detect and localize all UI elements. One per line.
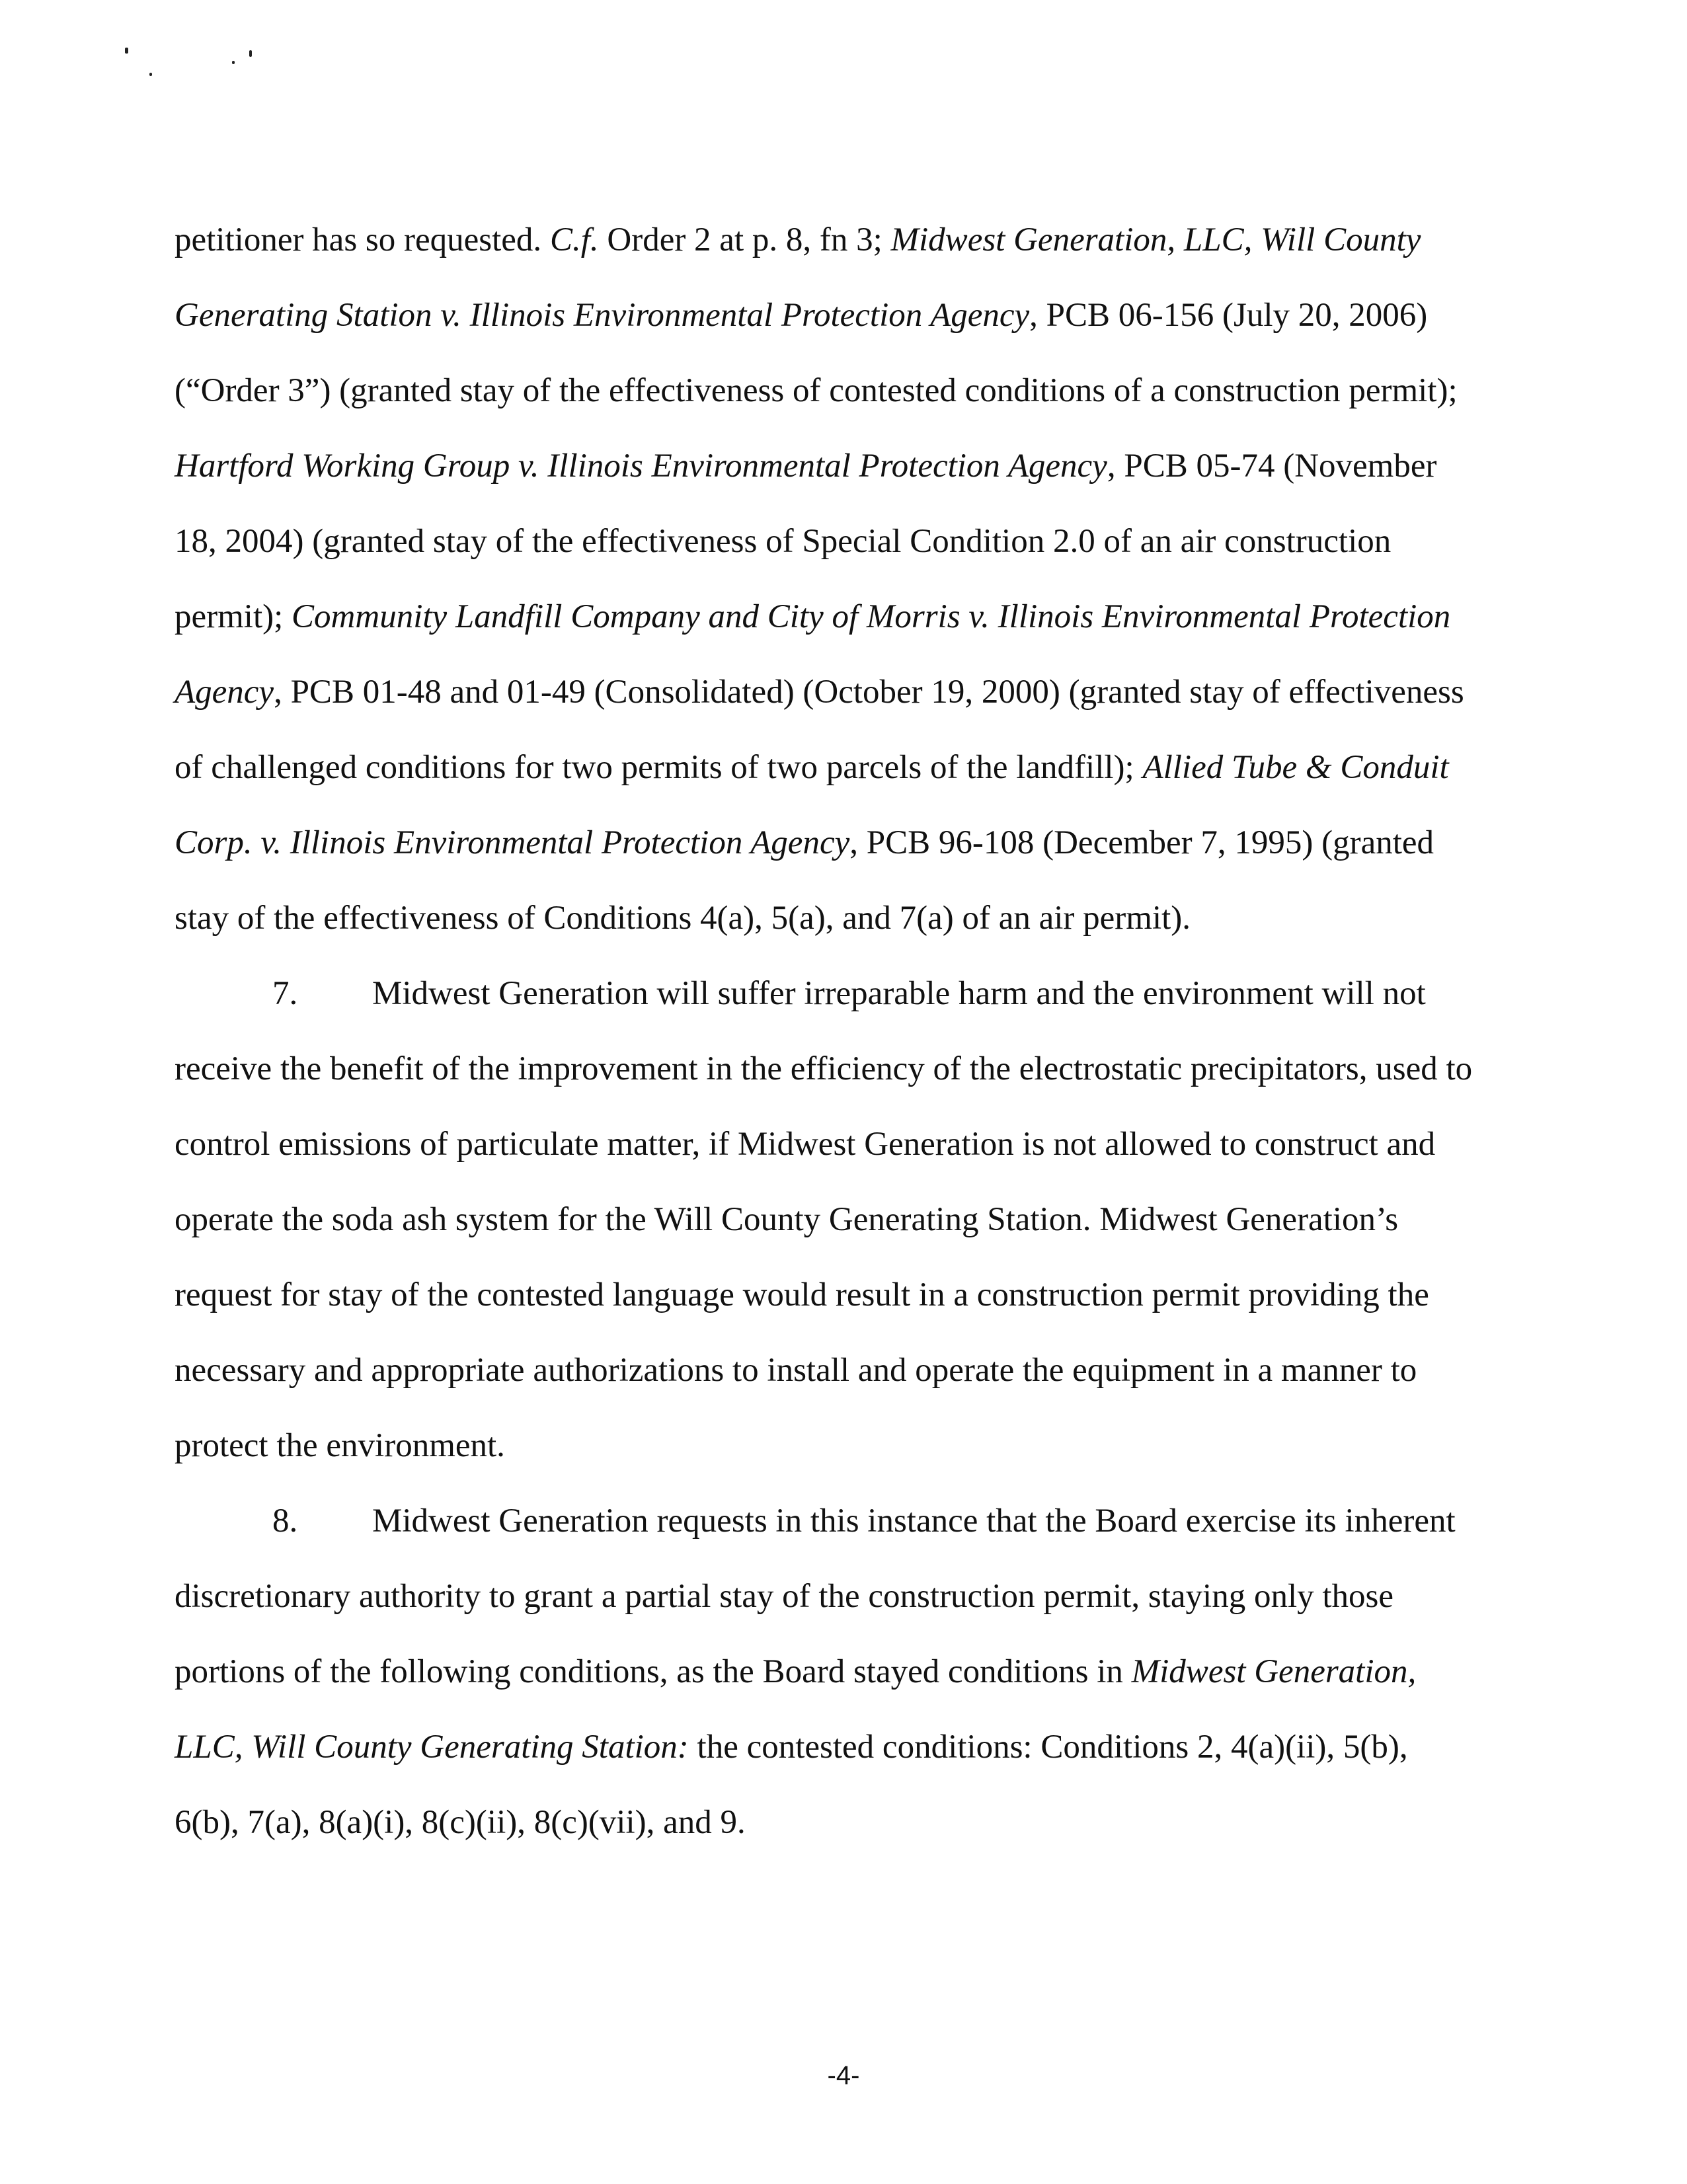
text-line [175, 1580, 1393, 1614]
text-run: discretionary authority to grant a partial stay of the construction permit, staying only those [175, 1578, 1394, 1615]
page-number: -4- [827, 2061, 860, 2090]
text-line [175, 525, 1391, 559]
text-run: petitioner has so requested. [175, 221, 550, 258]
case-citation: Midwest Generation, LLC, Will County [890, 221, 1421, 258]
scan-speck [125, 48, 128, 54]
scan-speck [232, 61, 235, 64]
text-line [175, 223, 1421, 257]
text-line [175, 902, 1191, 935]
text-line [175, 676, 1464, 709]
text-line [175, 1128, 1435, 1161]
text-line [372, 1504, 1456, 1538]
text-line [175, 1731, 1408, 1764]
text-line [175, 1203, 1398, 1237]
text-run: 6(b), 7(a), 8(a)(i), 8(c)(ii), 8(c)(vii), and 9. [175, 1804, 746, 1841]
case-citation: Community Landfill Company and City of Morris v. Illinois Environmental Protection [292, 598, 1451, 635]
text-line [175, 751, 1449, 785]
text-run: necessary and appropriate authorizations to install and operate the equipment in a manner to [175, 1352, 1417, 1389]
case-citation: Hartford Working Group v. Illinois Environmental Protection Agency [175, 448, 1107, 485]
text-line [175, 600, 1450, 634]
case-citation: C.f. [549, 221, 599, 258]
text-line [175, 1052, 1472, 1086]
text-line [372, 977, 1426, 1011]
text-run: of challenged conditions for two permits of two parcels of the landfill); [175, 749, 1143, 786]
paragraph-number: 7. [272, 975, 298, 1012]
text-run: , PCB 01-48 and 01-49 (Consolidated) (October 19, 2000) (granted stay of effectiveness [274, 674, 1464, 711]
text-run: receive the benefit of the improvement in the efficiency of the electrostatic precipitators, used to [175, 1050, 1473, 1087]
text-line [175, 1655, 1416, 1689]
text-run: (“Order 3”) (granted stay of the effectiveness of contested conditions of a construction permit); [175, 372, 1458, 409]
text-run: operate the soda ash system for the Will County Generating Station. Midwest Generation’s [175, 1201, 1399, 1238]
case-citation: Allied Tube & Conduit [1142, 749, 1449, 786]
text-line [175, 449, 1436, 483]
text-run: request for stay of the contested language would result in a construction permit providing the [175, 1276, 1429, 1313]
text-run: Order 2 at p. 8, fn 3; [598, 221, 891, 258]
text-run: the contested conditions: Conditions 2, 4(a)(ii), 5(b), [688, 1729, 1408, 1766]
case-citation: LLC, Will County Generating Station: [175, 1729, 689, 1766]
text-line [175, 1278, 1429, 1312]
case-citation: Midwest Generation, [1131, 1653, 1417, 1690]
text-run: stay of the effectiveness of Conditions 4(a), 5(a), and 7(a) of an air permit). [175, 900, 1191, 937]
text-run: Midwest Generation will suffer irreparable harm and the environment will not [372, 975, 1426, 1012]
text-line [175, 1806, 746, 1840]
scan-speck [249, 50, 252, 57]
case-citation: Corp. v. Illinois Environmental Protection Agency [175, 824, 850, 861]
text-run: , PCB 96-108 (December 7, 1995) (granted [849, 824, 1434, 861]
paragraph-number: 8. [272, 1502, 298, 1540]
text-run: control emissions of particulate matter, if Midwest Generation is not allowed to construct and [175, 1126, 1436, 1163]
case-citation: Generating Station v. Illinois Environmental Protection Agency [175, 297, 1030, 334]
text-run: 18, 2004) (granted stay of the effectiveness of Special Condition 2.0 of an air construction [175, 523, 1392, 560]
scan-speck [149, 73, 152, 76]
text-line [175, 1429, 505, 1463]
text-run: permit); [175, 598, 292, 635]
text-line [175, 299, 1427, 332]
text-run: portions of the following conditions, as the Board stayed conditions in [175, 1653, 1132, 1690]
case-citation: Agency [175, 674, 274, 711]
text-run: , PCB 05-74 (November [1107, 448, 1437, 485]
text-run: , PCB 06-156 (July 20, 2006) [1029, 297, 1428, 334]
text-line [175, 1354, 1417, 1387]
text-line [175, 374, 1458, 408]
text-run: protect the environment. [175, 1427, 505, 1464]
text-line [175, 826, 1434, 860]
text-run: Midwest Generation requests in this instance that the Board exercise its inherent [372, 1502, 1456, 1540]
